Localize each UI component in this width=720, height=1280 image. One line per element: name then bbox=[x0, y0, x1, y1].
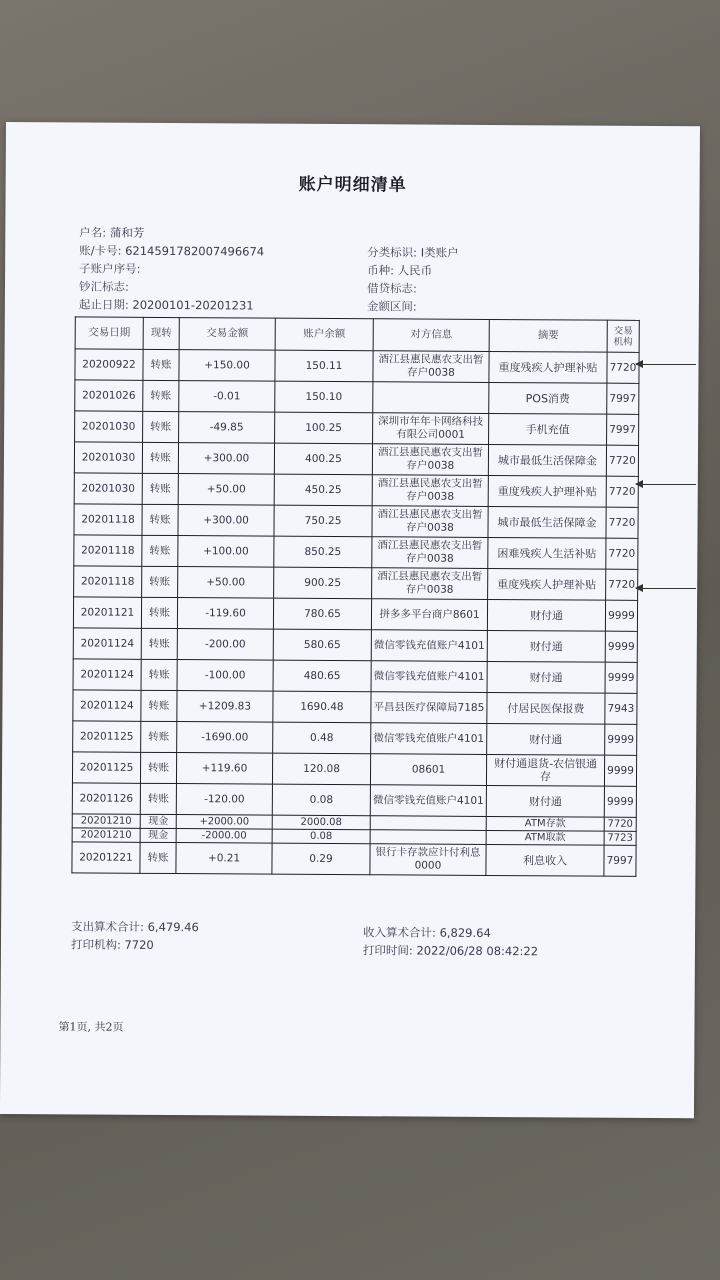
amount-range-label: 金额区间: bbox=[366, 299, 417, 314]
cell-org: 7720 bbox=[607, 352, 639, 383]
cell-type: 转账 bbox=[143, 411, 179, 442]
arrow-mark-2 bbox=[636, 484, 696, 485]
cell-date: 20201030 bbox=[74, 473, 142, 504]
cell-counterparty: 08601 bbox=[370, 754, 486, 786]
table-row bbox=[74, 442, 638, 476]
cell-balance: 480.65 bbox=[273, 660, 371, 692]
sub-account-label: 子账户序号: bbox=[79, 261, 141, 276]
cell-org: 7720 bbox=[606, 507, 638, 538]
cell-summary: 付居民医保报费 bbox=[487, 692, 605, 724]
cell-date: 20201124 bbox=[73, 690, 141, 721]
cell-balance: 150.11 bbox=[275, 350, 373, 382]
cell-org: 7943 bbox=[605, 693, 637, 724]
cell-date: 20201026 bbox=[75, 380, 143, 411]
cell-balance: 780.65 bbox=[273, 598, 371, 630]
cell-type: 转账 bbox=[142, 504, 178, 535]
cell-amount: -1690.00 bbox=[177, 722, 273, 754]
cell-balance: 450.25 bbox=[274, 474, 372, 506]
expense-total-label: 支出算术合计: bbox=[71, 919, 145, 934]
cell-counterparty: 微信零钱充值账户4101 bbox=[371, 661, 487, 693]
cell-counterparty: 微信零钱充值账户4101 bbox=[371, 630, 487, 662]
table-row bbox=[75, 380, 639, 414]
income-total: 6,829.64 bbox=[439, 925, 491, 940]
account-name-label: 户名: bbox=[79, 225, 107, 240]
account-name-row bbox=[79, 224, 144, 240]
cell-amount: -100.00 bbox=[177, 660, 273, 692]
cell-balance: 400.25 bbox=[274, 443, 372, 475]
cell-org: 9999 bbox=[604, 786, 636, 817]
cell-counterparty: 酒江县惠民惠农支出暂存户0038 bbox=[372, 568, 488, 600]
cell-date: 20201125 bbox=[73, 721, 141, 752]
cell-summary: POS消费 bbox=[489, 382, 607, 414]
cell-date: 20201118 bbox=[74, 566, 142, 597]
cell-type: 转账 bbox=[141, 628, 177, 659]
cell-summary: 困难残疾人生活补贴 bbox=[488, 537, 606, 569]
transaction-table bbox=[71, 316, 639, 876]
cell-amount: -2000.00 bbox=[176, 829, 272, 844]
print-org-label: 打印机构: bbox=[70, 937, 121, 952]
table-body bbox=[72, 349, 639, 876]
account-card-row bbox=[79, 242, 264, 259]
cell-org: 9999 bbox=[605, 662, 637, 693]
table-row bbox=[75, 411, 639, 445]
page-indicator: 第1页, 共2页 bbox=[58, 1020, 124, 1034]
cell-summary: 城市最低生活保障金 bbox=[488, 444, 606, 476]
cell-balance: 100.25 bbox=[275, 412, 373, 444]
table-row bbox=[74, 473, 638, 507]
cell-amount: +119.60 bbox=[176, 753, 272, 785]
cell-counterparty: 微信零钱充值账户4101 bbox=[371, 723, 487, 755]
cell-balance: 0.29 bbox=[272, 843, 370, 875]
table-row bbox=[73, 690, 637, 724]
table-row bbox=[74, 566, 638, 600]
cell-date: 20201125 bbox=[72, 752, 140, 783]
cash-flag-label: 钞汇标志: bbox=[78, 279, 129, 294]
cell-amount: +0.21 bbox=[176, 843, 272, 875]
cell-summary: 重度残疾人护理补贴 bbox=[488, 568, 606, 600]
cell-date: 20201118 bbox=[74, 504, 142, 535]
cell-counterparty: 酒江县惠民惠农支出暂存户0038 bbox=[372, 475, 488, 507]
cell-balance: 0.08 bbox=[272, 784, 370, 816]
cell-date: 20201121 bbox=[73, 597, 141, 628]
cell-balance: 900.25 bbox=[274, 567, 372, 599]
cell-counterparty: 酒江县惠民惠农支出暂存户0038 bbox=[372, 444, 488, 476]
table-row bbox=[73, 628, 637, 662]
print-time-label: 打印时间: bbox=[362, 943, 413, 958]
cell-amount: -0.01 bbox=[179, 381, 275, 413]
cell-org: 9999 bbox=[605, 631, 637, 662]
cell-org: 9999 bbox=[605, 724, 637, 755]
cell-type: 转账 bbox=[142, 473, 178, 504]
cell-summary: 财付通 bbox=[487, 599, 605, 631]
account-card-label: 账/卡号: bbox=[79, 243, 122, 258]
cell-org: 7723 bbox=[604, 831, 636, 845]
category: I类账户 bbox=[420, 245, 459, 260]
table-row bbox=[73, 721, 637, 755]
cell-amount: -200.00 bbox=[177, 629, 273, 661]
cell-org: 7997 bbox=[607, 383, 639, 414]
cell-counterparty: 深圳市年年卡网络科技有限公司0001 bbox=[373, 413, 489, 445]
cell-summary: 重度残疾人护理补贴 bbox=[488, 475, 606, 507]
cell-summary: 城市最低生活保障金 bbox=[488, 506, 606, 538]
cell-date: 20201124 bbox=[73, 659, 141, 690]
table-row bbox=[72, 842, 636, 876]
cell-amount: +300.00 bbox=[178, 443, 274, 475]
cell-date: 20201030 bbox=[75, 411, 143, 442]
cell-balance: 0.48 bbox=[273, 722, 371, 754]
cell-type: 转账 bbox=[142, 566, 178, 597]
header-org: 交易机构 bbox=[607, 320, 639, 352]
cell-counterparty: 银行卡存款应计付利息0000 bbox=[370, 844, 486, 876]
cell-date: 20201124 bbox=[73, 628, 141, 659]
table-row bbox=[73, 597, 637, 631]
header-balance: 账户余额 bbox=[275, 318, 373, 351]
cell-date: 20201210 bbox=[72, 828, 140, 842]
header-amount: 交易金额 bbox=[179, 318, 275, 351]
cell-counterparty bbox=[370, 830, 486, 845]
table-row bbox=[72, 783, 636, 817]
income-total-label: 收入算术合计: bbox=[363, 925, 436, 940]
table-row bbox=[75, 349, 639, 383]
date-range-label: 起止日期: bbox=[78, 297, 129, 312]
print-time: 2022/06/28 08:42:22 bbox=[416, 943, 539, 959]
cell-summary: ATM存款 bbox=[486, 816, 604, 831]
header-counterparty: 对方信息 bbox=[373, 319, 489, 352]
cell-balance: 150.10 bbox=[275, 381, 373, 413]
cell-summary: 手机充值 bbox=[489, 413, 607, 445]
income-total-row bbox=[363, 924, 491, 941]
date-range: 20200101-20201231 bbox=[132, 297, 254, 313]
cell-org: 7720 bbox=[606, 476, 638, 507]
cell-org: 9999 bbox=[604, 755, 636, 786]
cell-counterparty bbox=[373, 382, 489, 414]
expense-total-row bbox=[71, 918, 199, 935]
header-summary: 摘要 bbox=[489, 319, 607, 352]
cell-org: 7997 bbox=[604, 845, 636, 876]
cell-balance: 2000.08 bbox=[272, 815, 370, 830]
cell-amount: -119.60 bbox=[177, 598, 273, 630]
cell-date: 20200922 bbox=[75, 349, 143, 380]
currency-row bbox=[367, 262, 432, 278]
cell-org: 7720 bbox=[606, 538, 638, 569]
cell-type: 转账 bbox=[141, 721, 177, 752]
cell-date: 20201221 bbox=[72, 842, 140, 873]
cell-type: 现金 bbox=[140, 828, 176, 842]
cell-balance: 120.08 bbox=[272, 753, 370, 785]
cell-counterparty bbox=[370, 816, 486, 831]
cell-type: 转账 bbox=[140, 752, 176, 783]
cell-date: 20201126 bbox=[72, 783, 140, 814]
cell-org: 7720 bbox=[606, 569, 638, 600]
debit-credit-label: 借贷标志: bbox=[366, 281, 417, 296]
cell-summary: ATM取款 bbox=[486, 830, 604, 845]
cell-org: 7720 bbox=[604, 817, 636, 831]
cell-type: 转账 bbox=[143, 380, 179, 411]
date-range-row bbox=[79, 296, 254, 313]
cell-org: 7720 bbox=[606, 445, 638, 476]
statement-paper bbox=[0, 122, 700, 1118]
header-type: 现转 bbox=[143, 317, 179, 349]
sub-account-row bbox=[79, 260, 140, 276]
cell-summary: 财付通退货-农信银通存 bbox=[486, 754, 604, 786]
cell-amount: +150.00 bbox=[179, 350, 275, 382]
cell-amount: +300.00 bbox=[178, 505, 274, 537]
currency-label: 币种: bbox=[367, 263, 395, 278]
cell-counterparty: 酒江县惠民惠农支出暂存户0038 bbox=[372, 506, 488, 538]
table-row bbox=[72, 752, 636, 786]
cell-summary: 利息收入 bbox=[486, 844, 604, 876]
print-org: 7720 bbox=[124, 937, 154, 952]
cell-date: 20201118 bbox=[74, 535, 142, 566]
cell-counterparty: 微信零钱充值账户4101 bbox=[370, 785, 486, 817]
cell-amount: +50.00 bbox=[178, 567, 274, 599]
statement-title: 账户明细清单 bbox=[298, 174, 407, 196]
debit-credit-row bbox=[367, 280, 417, 296]
cell-date: 20201210 bbox=[72, 814, 140, 828]
cell-type: 转账 bbox=[142, 442, 178, 473]
cell-org: 7997 bbox=[607, 414, 639, 445]
account-name: 蒲和芳 bbox=[109, 225, 145, 240]
cell-counterparty: 酒江县惠民惠农支出暂存户0038 bbox=[372, 537, 488, 569]
print-time-row bbox=[363, 942, 538, 959]
amount-range-row bbox=[367, 298, 417, 314]
cell-date: 20201030 bbox=[74, 442, 142, 473]
cell-type: 转账 bbox=[141, 659, 177, 690]
cash-flag-row bbox=[79, 278, 129, 294]
cell-counterparty: 平昌县医疗保障局7185 bbox=[371, 692, 487, 724]
cell-summary: 财付通 bbox=[487, 630, 605, 662]
table-header-row bbox=[75, 317, 639, 352]
cell-amount: +100.00 bbox=[178, 536, 274, 568]
cell-counterparty: 酒江县惠民惠农支出暂存户0038 bbox=[373, 351, 489, 383]
cell-org: 9999 bbox=[605, 600, 637, 631]
table-row bbox=[74, 535, 638, 569]
cell-amount: -120.00 bbox=[176, 784, 272, 816]
cell-type: 转账 bbox=[142, 535, 178, 566]
cell-counterparty: 拼多多平台商户8601 bbox=[371, 599, 487, 631]
category-label: 分类标识: bbox=[367, 245, 418, 260]
header-date: 交易日期 bbox=[75, 317, 143, 349]
cell-balance: 0.08 bbox=[272, 829, 370, 844]
cell-summary: 财付通 bbox=[487, 723, 605, 755]
cell-amount: +2000.00 bbox=[176, 815, 272, 830]
category-row bbox=[367, 244, 459, 261]
cell-balance: 1690.48 bbox=[273, 691, 371, 723]
cell-summary: 财付通 bbox=[487, 661, 605, 693]
cell-type: 转账 bbox=[140, 842, 176, 873]
cell-summary: 重度残疾人护理补贴 bbox=[489, 351, 607, 383]
print-org-row bbox=[71, 936, 154, 953]
arrow-mark-1 bbox=[636, 364, 696, 365]
cell-amount: +1209.83 bbox=[177, 691, 273, 723]
cell-type: 转账 bbox=[143, 349, 179, 380]
arrow-mark-3 bbox=[636, 588, 696, 589]
account-card: 6214591782007496674 bbox=[125, 243, 265, 259]
cell-balance: 580.65 bbox=[273, 629, 371, 661]
cell-summary: 财付通 bbox=[486, 785, 604, 817]
cell-type: 转账 bbox=[141, 690, 177, 721]
cell-type: 转账 bbox=[141, 597, 177, 628]
cell-type: 转账 bbox=[140, 783, 176, 814]
table-row bbox=[74, 504, 638, 538]
cell-amount: -49.85 bbox=[179, 412, 275, 444]
cell-amount: +50.00 bbox=[178, 474, 274, 506]
expense-total: 6,479.46 bbox=[147, 919, 199, 935]
currency: 人民币 bbox=[397, 263, 433, 278]
cell-type: 现金 bbox=[140, 814, 176, 828]
cell-balance: 850.25 bbox=[274, 536, 372, 568]
table-row bbox=[73, 659, 637, 693]
cell-balance: 750.25 bbox=[274, 505, 372, 537]
